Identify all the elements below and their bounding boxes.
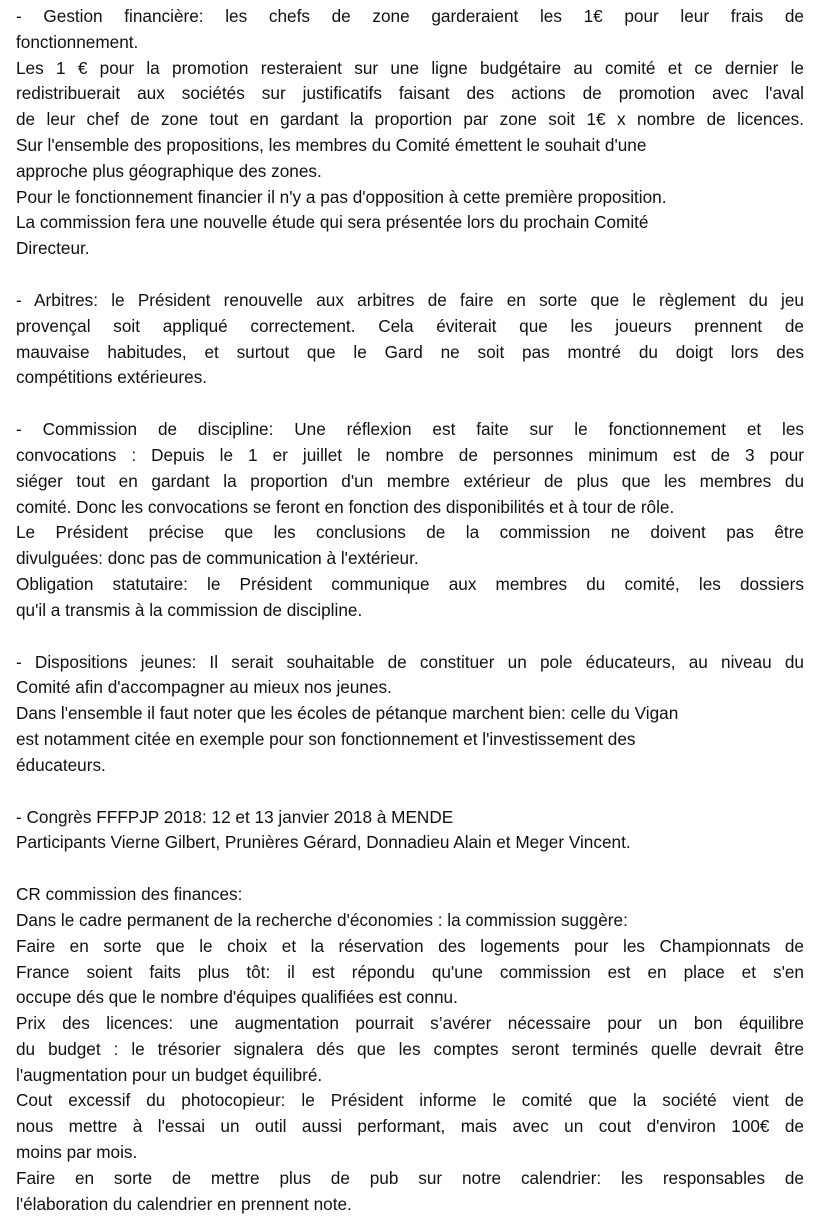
text-line: Participants Vierne Gilbert, Prunières Gérard, Donnadieu Alain et Meger Vincent.	[16, 832, 631, 853]
paragraph-section	[16, 882, 804, 1217]
text-line: provençal soit appliqué correctement. Cela éviterait que les joueurs prennent de	[16, 315, 804, 336]
paragraph-section	[16, 4, 804, 262]
text-line: de leur chef de zone tout en gardant la proportion par zone soit 1€ x nombre de licences.	[16, 109, 804, 130]
paragraph-section	[16, 417, 804, 623]
text-line: La commission fera une nouvelle étude qui sera présentée lors du prochain Comité	[16, 212, 649, 233]
text-line: - Congrès FFFPJP 2018: 12 et 13 janvier 2018 à MENDE	[16, 806, 454, 827]
text-line: éducateurs.	[16, 754, 106, 775]
text-line: comité. Donc les convocations se feront en fonction des disponibilités et à tour de rôle.	[16, 496, 675, 517]
text-line: convocations : Depuis le 1 er juillet le nombre de personnes minimum est de 3 pour	[16, 444, 804, 465]
text-line: Comité afin d'accompagner au mieux nos jeunes.	[16, 677, 392, 698]
text-line: - Arbitres: le Président renouvelle aux arbitres de faire en sorte que le règlement du jeu	[16, 289, 804, 310]
text-line: du budget : le trésorier signalera dés que les comptes seront terminés quelle devrait être	[16, 1038, 804, 1059]
text-line: mauvaise habitudes, et surtout que le Gard ne soit pas montré du doigt lors des	[16, 341, 804, 362]
text-line: Obligation statutaire: le Président communique aux membres du comité, les dossiers	[16, 573, 804, 594]
text-line: Dans l'ensemble il faut noter que les écoles de pétanque marchent bien: celle du Vigan	[16, 703, 679, 724]
paragraph-section	[16, 805, 804, 857]
paragraph-section	[16, 650, 804, 779]
text-line: occupe dés que le nombre d'équipes qualifiées est connu.	[16, 987, 458, 1008]
text-line: Dans le cadre permanent de la recherche d'économies : la commission suggère:	[16, 909, 628, 930]
text-line: France soient faits plus tôt: il est répondu qu'une commission est en place et s'en	[16, 961, 804, 982]
text-line: Pour le fonctionnement financier il n'y a pas d'opposition à cette première proposition.	[16, 186, 667, 207]
text-line: est notamment citée en exemple pour son fonctionnement et l'investissement des	[16, 728, 636, 749]
text-line: l'augmentation pour un budget équilibré.	[16, 1064, 323, 1085]
text-line: CR commission des finances:	[16, 884, 243, 905]
text-line: Le Président précise que les conclusions de la commission ne doivent pas être	[16, 522, 804, 543]
text-line: - Commission de discipline: Une réflexion est faite sur le fonctionnement et les	[16, 419, 804, 440]
text-line: nous mettre à l'essai un outil aussi performant, mais avec un cout d'environ 100€ de	[16, 1116, 804, 1137]
text-line: siéger tout en gardant la proportion d'un membre extérieur de plus que les membres du	[16, 470, 804, 491]
text-line: - Dispositions jeunes: Il serait souhaitable de constituer un pole éducateurs, au niveau du	[16, 651, 804, 672]
text-line: compétitions extérieures.	[16, 367, 208, 388]
text-line: Sur l'ensemble des propositions, les membres du Comité émettent le souhait d'une	[16, 134, 647, 155]
text-line: approche plus géographique des zones.	[16, 160, 322, 181]
text-line: Les 1 € pour la promotion resteraient sur une ligne budgétaire au comité et ce dernier le	[16, 57, 804, 78]
text-line: Faire en sorte de mettre plus de pub sur notre calendrier: les responsables de	[16, 1167, 804, 1188]
text-line: Prix des licences: une augmentation pourrait s’avérer nécessaire pour un bon équilibre	[16, 1013, 804, 1034]
text-line: Directeur.	[16, 238, 90, 259]
text-line: l'élaboration du calendrier en prennent note.	[16, 1193, 352, 1214]
text-line: Cout excessif du photocopieur: le Président informe le comité que la société vient de	[16, 1090, 804, 1111]
text-line: Faire en sorte que le choix et la réservation des logements pour les Championnats de	[16, 935, 804, 956]
text-line: divulguées: donc pas de communication à l'extérieur.	[16, 548, 419, 569]
text-line: - Gestion financière: les chefs de zone garderaient les 1€ pour leur frais de	[16, 6, 804, 26]
text-line: qu'il a transmis à la commission de discipline.	[16, 599, 363, 620]
text-line: fonctionnement.	[16, 31, 139, 52]
text-line: moins par mois.	[16, 1142, 138, 1163]
text-line: redistribuerait aux sociétés sur justificatifs faisant des actions de promotion avec l'aval	[16, 83, 804, 104]
paragraph-section	[16, 288, 804, 391]
